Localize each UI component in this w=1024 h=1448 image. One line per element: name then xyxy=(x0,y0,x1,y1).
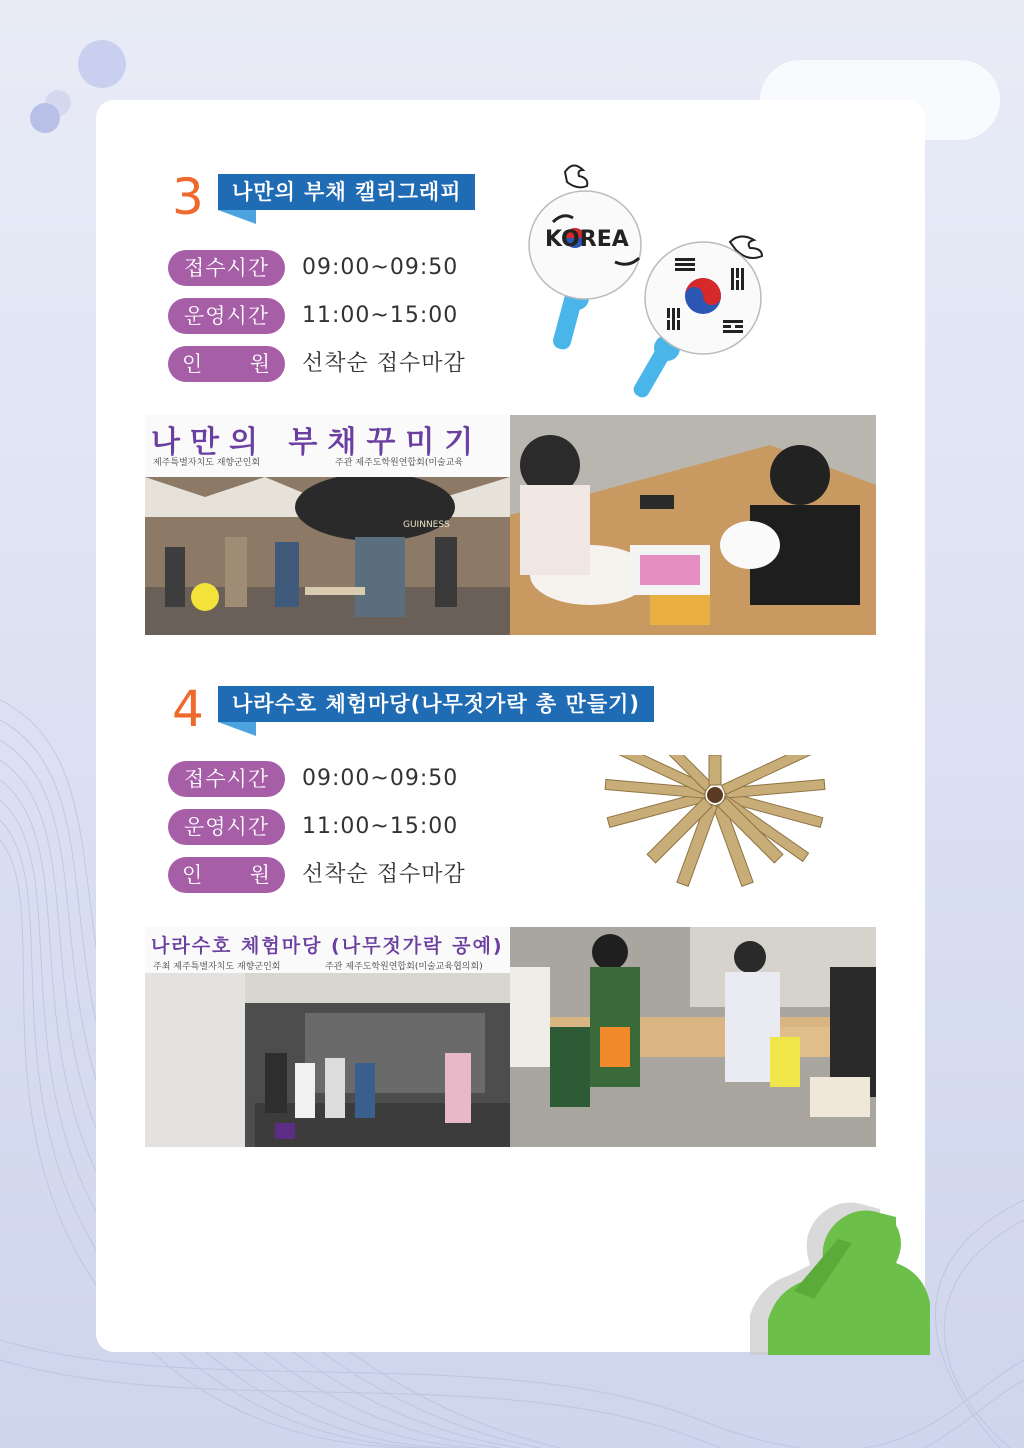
section-3-capacity-label-a: 인 xyxy=(182,352,204,376)
section-3-operation-time-label: 운영시간 xyxy=(168,298,285,334)
section-3-reception-time-value: 09:00~09:50 xyxy=(302,255,459,280)
section-4-photo-booth xyxy=(145,927,510,1147)
section-3-title-tail xyxy=(218,210,256,224)
wooden-gun-icon xyxy=(585,755,845,890)
section-4-title: 나라수호 체험마당(나무젓가락 총 만들기) xyxy=(218,686,654,722)
section-4-capacity-label-a: 인 xyxy=(182,863,204,887)
section-4-banner-organizer xyxy=(325,959,483,972)
section-4-banner-host-label: 주최 xyxy=(153,962,171,972)
section-3-banner-organizer-label: 주관 xyxy=(335,458,353,468)
section-4-photo-table xyxy=(510,927,876,1147)
section-3-photo-table-scene xyxy=(510,415,876,635)
umbrella-text: GUINNESS xyxy=(403,520,450,530)
section-3-capacity-label-b: 원 xyxy=(249,352,271,376)
section-4-title-tail xyxy=(218,722,256,736)
korea-fan-text: KOREA xyxy=(545,227,629,252)
section-4-operation-time-value: 11:00~15:00 xyxy=(302,814,459,839)
section-3-capacity-value: 선착순 접수마감 xyxy=(302,351,466,376)
section-3-banner-host: 제주특별자치도 재향군인회 xyxy=(153,458,261,468)
section-4-banner-organizer-label: 주관 xyxy=(325,962,343,972)
section-4-banner-host-name: 제주특별자치도 재향군인회 xyxy=(173,962,281,972)
korea-fan-icon xyxy=(525,150,785,400)
section-4-reception-time-value: 09:00~09:50 xyxy=(302,766,459,791)
section-4-reception-time-label: 접수시간 xyxy=(168,761,285,797)
section-4-photo-scene xyxy=(145,973,510,1147)
section-3-operation-time-value: 11:00~15:00 xyxy=(302,303,459,328)
section-3-reception-time-label: 접수시간 xyxy=(168,250,285,286)
section-4-banner-host xyxy=(153,959,280,972)
section-3-number: 3 xyxy=(172,168,204,226)
section-4-photo-banner xyxy=(145,927,510,975)
section-4-operation-time-label: 운영시간 xyxy=(168,809,285,845)
section-4-capacity-value: 선착순 접수마감 xyxy=(302,862,466,887)
section-3-photo-table xyxy=(510,415,876,635)
section-4-capacity-label-b: 원 xyxy=(249,863,271,887)
section-3-title: 나만의 부채 캘리그래피 xyxy=(218,174,475,210)
section-3-photo-scene xyxy=(145,477,510,635)
section-3-banner-title: 나만의 부채꾸미기 xyxy=(151,425,484,460)
saluting-soldier-icon xyxy=(730,1195,930,1355)
section-4-number: 4 xyxy=(172,680,204,738)
section-4-capacity-label xyxy=(168,857,285,893)
bg-bubble-large xyxy=(78,40,126,88)
section-3-photo-booth xyxy=(145,415,510,635)
section-3-photo-banner xyxy=(145,415,510,479)
section-3-banner-organizer xyxy=(335,455,463,468)
section-3-banner-organizer-name: 제주도학원연합회(미술교육 xyxy=(355,458,464,468)
section-4-banner-organizer-name: 제주도학원연합회(미술교육협의회) xyxy=(345,962,483,972)
bg-bubble-small xyxy=(30,103,60,133)
section-4-banner-title: 나라수호 체험마당 (나무젓가락 공예) xyxy=(151,935,504,957)
section-4-photo-table-scene xyxy=(510,927,876,1147)
section-3-capacity-label xyxy=(168,346,285,382)
